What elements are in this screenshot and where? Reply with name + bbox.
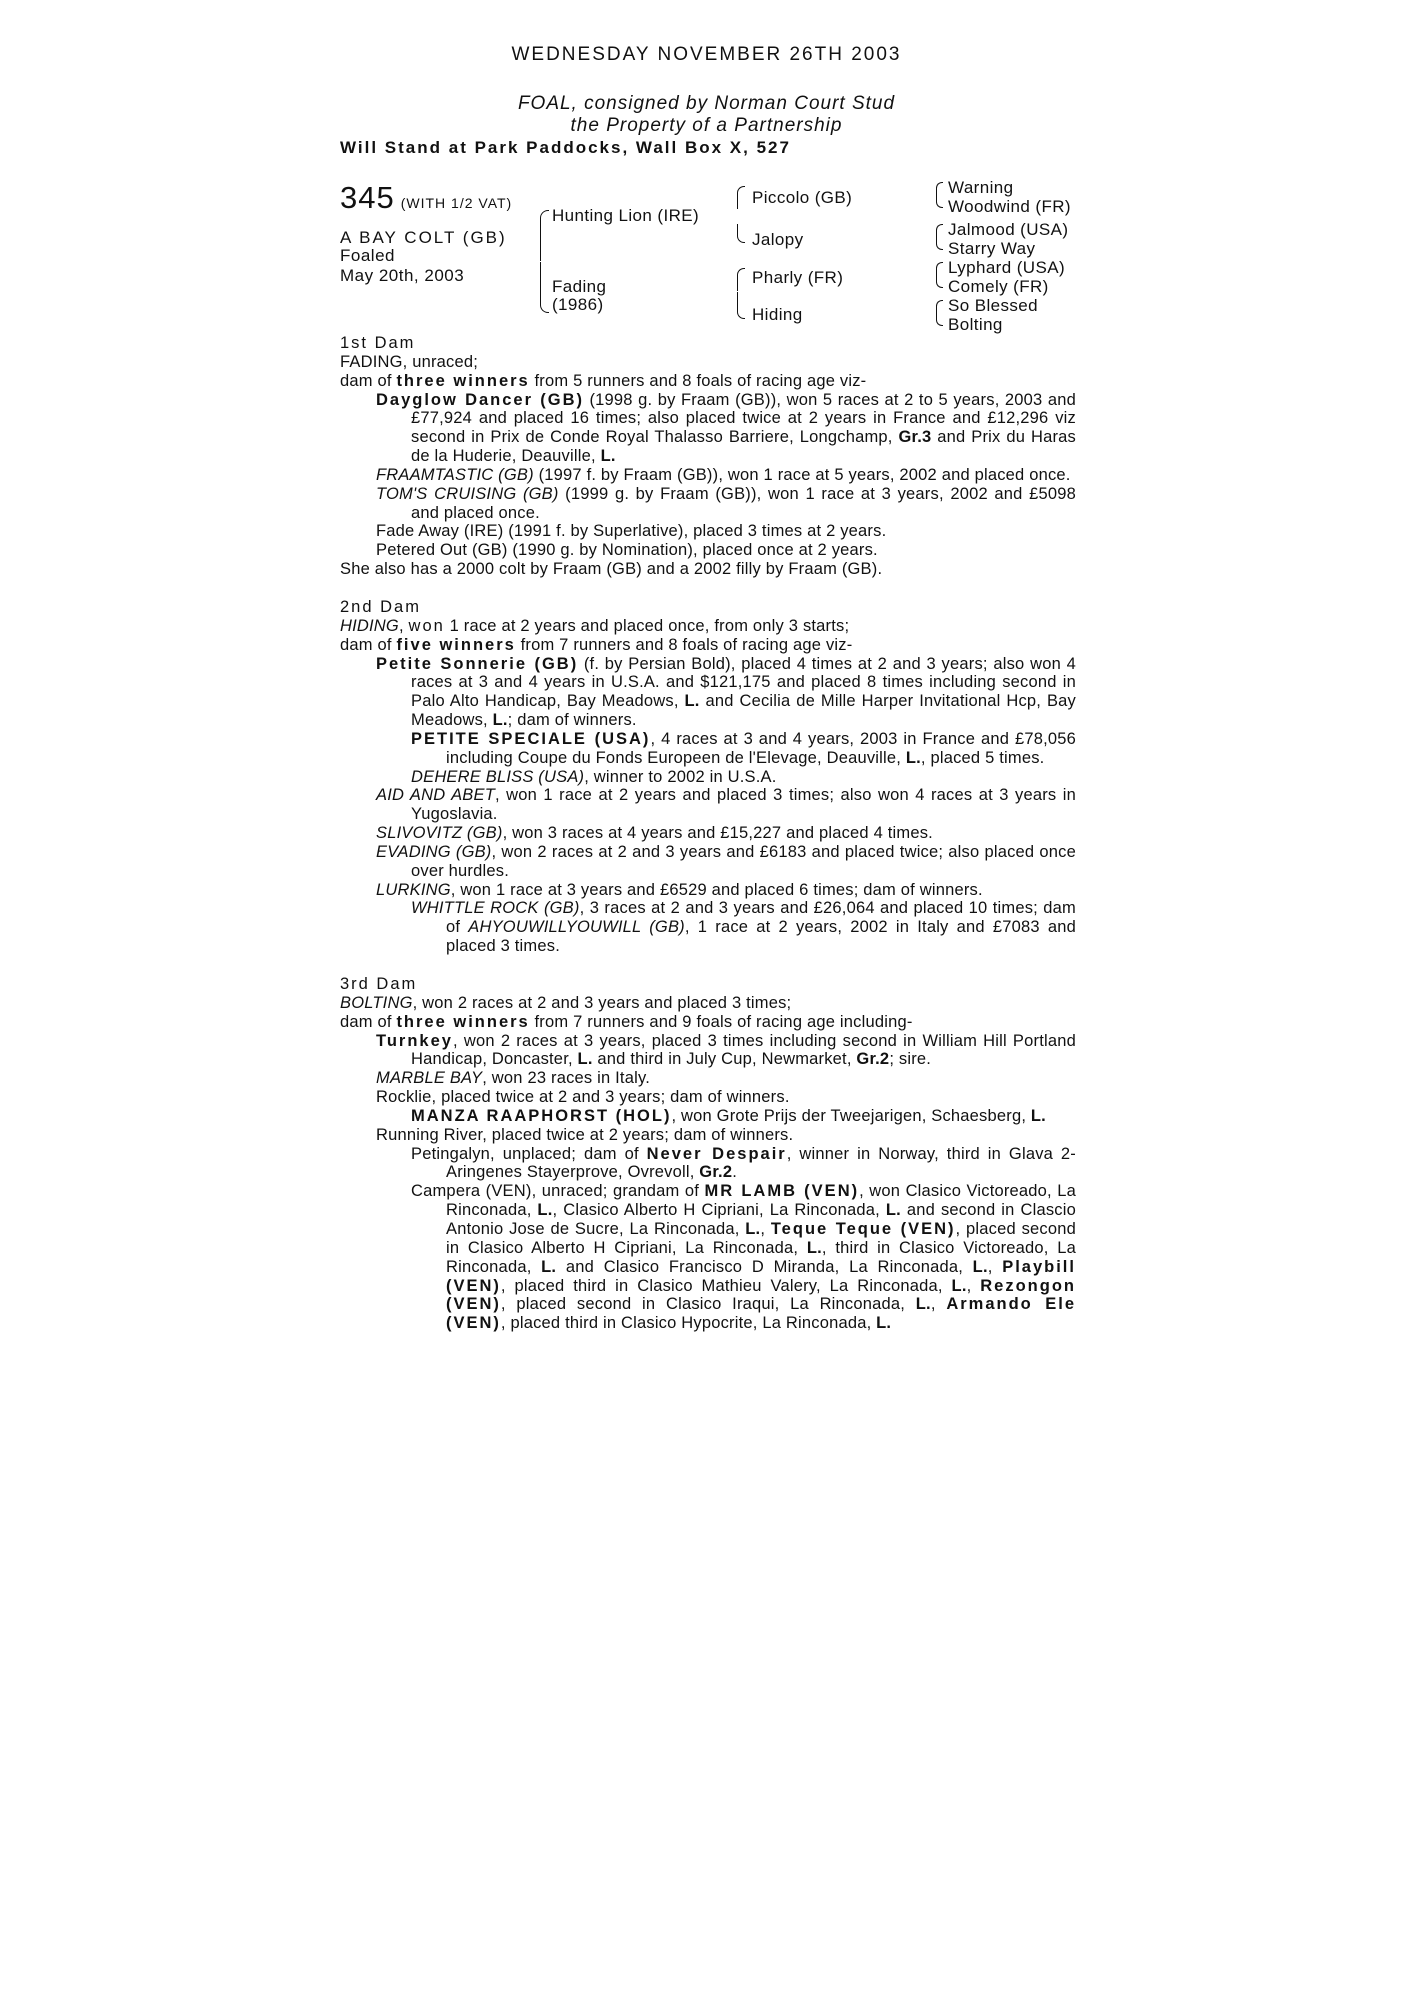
consignor-line: FOAL, consigned by Norman Court Stud [517,93,896,114]
entry-text: , won 2 races at 2 and 3 years and placed 3 times; [412,993,792,1012]
second-dam-summary [340,636,1076,655]
entry-text: , [760,1219,771,1238]
horse-name: EVADING (GB) [376,842,492,861]
race-grade: L. [600,447,616,466]
entry-text: , [966,1276,981,1295]
entry-text: , winner to 2002 in U.S.A. [584,767,777,786]
race-grade: L. [684,692,700,711]
first-dam-heading: 1st Dam [340,334,416,352]
third-dam-line [340,994,1076,1013]
horse-name: SLIVOVITZ (GB) [376,824,503,843]
pedigree-brace-dam-top [737,268,745,291]
horse-name: AHYOUWILLYOUWILL (GB) [468,918,685,937]
third-dam-entry-1 [340,1032,1076,1070]
entry-text: , 4 races at 3 and 4 years, 2003 in France and £78,056 including Coupe du Fonds Europeen de l'Elevage, Deauville, [446,729,1076,767]
entry-text: , third in Clasico Victoreado, La Rinconada, [446,1238,1076,1276]
lot-number: 345 [340,180,395,215]
second-dam-heading: 2nd Dam [340,597,421,616]
section-gap [340,579,1076,598]
pedigree-sire-dam: Jalopy [752,230,804,249]
entry-text: , winner in Norway, third in Glava 2-Aringenes Stayerprove, Ovrevoll, [446,1144,1076,1182]
entry-text: (1997 f. by Fraam (GB)), won 1 race at 5 years, 2002 and placed once. [533,465,1071,484]
horse-name: Rezongon (VEN) [446,1276,1076,1314]
entry-text: (f. by Persian Bold), placed 4 times at 2 and 3 years; also won 4 races at 3 and 4 years in U.S.A. and $121,175 and placed 8 times including second in Palo Alto Handicap, Bay Meadows, [411,654,1076,711]
second-dam-entry-3 [340,768,1076,787]
race-grade: L. [951,1276,967,1295]
race-grade: L. [876,1314,892,1333]
vat-note: (WITH 1/2 VAT) [400,195,513,211]
summary-text: dam of [340,635,397,654]
summary-winners: three winners [396,371,530,390]
horse-name: FRAAMTASTIC (GB) [376,465,534,484]
third-dam-heading: 3rd Dam [340,975,418,993]
third-dam-entry-6 [340,1145,1076,1183]
entry-text: and second in Clascio Antonio Jose de Sucre, La Rinconada, [446,1201,1076,1238]
pedigree-sire: Hunting Lion (IRE) [552,206,700,225]
pedigree-g2: Woodwind (FR) [948,197,1071,216]
foaled-date: May 20th, 2003 [340,266,465,285]
horse-name: Turnkey [376,1031,453,1050]
first-dam-entry-1 [340,391,1076,466]
third-dam-entry-3: Rocklie, placed twice at 2 and 3 years; dam of winners. [376,1088,790,1107]
first-dam-summary [340,372,1076,391]
horse-name: Dayglow Dancer (GB) [376,390,585,409]
pedigree-dam-sire: Pharly (FR) [752,268,844,287]
horse-name: MANZA RAAPHORST (HOL) [411,1106,672,1125]
horse-name: Petite Sonnerie (GB) [376,654,579,673]
race-grade: L. [541,1257,557,1276]
entry-text: , won Grote Prijs der Tweejarigen, Schaesberg, [671,1106,1031,1125]
race-grade: Gr.3 [898,428,932,447]
entry-text: , placed second in Clasico Alberto H Cipriani, La Rinconada, [446,1219,1076,1257]
entry-text: (1998 g. by Fraam (GB)), won 5 races at 2 to 5 years, 2003 and £77,924 and placed 16 times; also placed twice at 2 years in France and £12,296 viz second in Prix de Conde Royal Thalasso Barriere, Longchamp, [411,390,1076,447]
third-dam-entry-2 [340,1069,1076,1088]
pedigree-brace-g2 [936,224,943,250]
entry-text: , Clasico Alberto H Cipriani, La Rinconada, [552,1201,886,1220]
summary-text: dam of [340,1012,397,1031]
foaled-label: Foaled [340,246,395,265]
foaled-block [340,246,464,286]
third-dam-entry-5: Running River, placed twice at 2 years; dam of winners. [376,1125,794,1144]
second-dam-entry-7 [340,881,1076,900]
entry-text: Petingalyn, unplaced; dam of [411,1144,647,1163]
horse-name: Never Despair [646,1144,787,1163]
horse-name: BOLTING [340,993,413,1012]
race-grade: L. [492,711,508,730]
pedigree-g5: Lyphard (USA) [948,258,1066,277]
second-dam-entry-1 [340,655,1076,730]
entry-text: , placed second in Clasico Iraqui, La Rinconada, [500,1295,916,1314]
pedigree-brace-main-bottom [540,262,549,313]
race-grade: Gr.2 [856,1050,890,1069]
second-dam-entry-6 [340,843,1076,881]
second-dam-entry-5 [340,824,1076,843]
race-grade: L. [806,1238,822,1257]
entry-text: 1 race at 2 years and placed once, from only 3 starts; [444,616,850,635]
race-grade: L. [972,1257,988,1276]
entry-text: , won Clasico Victoreado, La Rinconada, [446,1182,1076,1220]
entry-text: , won 2 races at 3 years, placed 3 times including second in William Hill Portland Handicap, Doncaster, [411,1031,1076,1069]
race-grade: L. [537,1201,553,1220]
race-grade: L. [915,1295,931,1314]
first-dam-note: She also has a 2000 colt by Fraam (GB) and a 2002 filly by Fraam (GB). [340,560,883,579]
first-dam-entry-2 [340,466,1076,485]
produce-record [340,334,1076,1333]
horse-name: Teque Teque (VEN) [770,1219,956,1238]
horse-name: Playbill (VEN) [446,1257,1076,1295]
race-grade: Gr.2 [699,1163,733,1182]
pedigree-sire-sire: Piccolo (GB) [752,188,853,207]
summary-text: from 7 runners and 8 foals of racing age viz- [515,635,853,654]
third-dam-entry-7 [340,1182,1076,1333]
pedigree-dam-year: (1986) [552,295,604,314]
pedigree-g3: Jalmood (USA) [948,220,1069,239]
pedigree-brace-g4 [936,300,943,326]
horse-name: LURKING [376,880,451,899]
horse-name: WHITTLE ROCK (GB) [411,899,580,918]
entry-text: , placed third in Clasico Mathieu Valery, La Rinconada, [500,1276,952,1295]
summary-winners: three winners [396,1012,530,1031]
entry-text: ; sire. [889,1050,932,1069]
summary-text: from 7 runners and 9 foals of racing age including- [529,1012,913,1031]
horse-name: AID AND ABET [376,786,495,805]
entry-text: won [408,616,445,635]
lot-number-block [340,180,512,216]
entry-text: , won 2 races at 2 and 3 years and £6183 and placed twice; also placed once over hurdles. [411,842,1076,880]
sale-date: WEDNESDAY NOVEMBER 26TH 2003 [511,44,902,65]
entry-text: (1999 g. by Fraam (GB)), won 1 race at 3 years, 2002 and £5098 and placed once. [411,484,1076,522]
pedigree-g6: Comely (FR) [948,277,1049,296]
entry-text: , [930,1295,947,1314]
entry-text: , won 23 races in Italy. [482,1069,650,1088]
pedigree-brace-g1 [936,182,943,208]
entry-text: and Clasico Francisco D Miranda, La Rinconada, [556,1257,973,1276]
pedigree-brace-g3 [936,262,943,288]
horse-name: DEHERE BLISS (USA) [411,767,585,786]
pedigree-g7: So Blessed [948,296,1038,315]
entry-text: . [732,1163,737,1182]
pedigree-brace-main-top [540,210,549,261]
entry-text: , placed third in Clasico Hypocrite, La Rinconada, [500,1314,877,1333]
second-dam-line [340,617,1076,636]
entry-text: , won 3 races at 4 years and £15,227 and placed 4 times. [502,824,933,843]
race-grade: L. [577,1050,593,1069]
lot-description: A BAY COLT (GB) [340,228,507,247]
pedigree-dam: Fading [552,277,607,296]
first-dam-entry-4: Fade Away (IRE) (1991 f. by Superlative), placed 3 times at 2 years. [376,522,887,541]
pedigree-brace-sire-bottom [737,224,745,243]
pedigree-g4: Starry Way [948,239,1036,258]
race-grade: L. [745,1219,761,1238]
first-dam-entry-5: Petered Out (GB) (1990 g. by Nomination), placed once at 2 years. [376,541,878,560]
pedigree-dam-dam: Hiding [752,305,803,324]
entry-text: , [398,616,409,635]
horse-name: HIDING [340,616,399,635]
horse-name: MR LAMB (VEN) [704,1182,860,1201]
second-dam-entry-2 [340,730,1076,768]
entry-text: and third in July Cup, Newmarket, [592,1050,857,1069]
entry-text: , placed 5 times. [920,748,1045,767]
pedigree-brace-dam-bottom [737,292,745,319]
section-gap [340,956,1076,975]
pedigree-g8: Bolting [948,315,1003,334]
pedigree-brace-sire-top [737,186,745,209]
horse-name: TOM'S CRUISING (GB) [376,484,559,503]
entry-text: , won 1 race at 2 years and placed 3 times; also won 4 races at 3 years in Yugoslavia. [411,786,1076,824]
race-grade: L. [1030,1106,1046,1125]
summary-text: from 5 runners and 8 foals of racing age viz- [529,371,867,390]
entry-text: , won 1 race at 3 years and £6529 and placed 6 times; dam of winners. [450,880,983,899]
third-dam-entry-4 [340,1107,1076,1126]
second-dam-entry-4 [340,786,1076,824]
summary-winners: five winners [396,635,516,654]
entry-text: and Cecilia de Mille Harper Invitational Hcp, Bay Meadows, [411,692,1076,730]
race-grade: L. [905,748,921,767]
summary-text: dam of [340,371,397,390]
entry-text: , 3 races at 2 and 3 years and £26,064 and placed 10 times; dam of [446,899,1076,937]
property-line: the Property of a Partnership [570,115,843,136]
entry-text: , 1 race at 2 years, 2002 in Italy and £7083 and placed 3 times. [446,918,1076,956]
horse-name: PETITE SPECIALE (USA) [411,729,651,748]
entry-text: and Prix du Haras de la Huderie, Deauville, [411,428,1076,466]
entry-text: ; dam of winners. [507,711,637,730]
horse-name: MARBLE BAY [376,1069,483,1088]
horse-name: Armando Ele (VEN) [446,1295,1076,1333]
pedigree-g1: Warning [948,178,1014,197]
stand-location: Will Stand at Park Paddocks, Wall Box X, 527 [340,138,791,157]
first-dam-line: FADING, unraced; [340,352,479,371]
third-dam-summary [340,1013,1076,1032]
race-grade: L. [885,1201,901,1220]
first-dam-entry-3 [340,485,1076,523]
entry-text: Campera (VEN), unraced; grandam of [411,1182,705,1201]
second-dam-entry-8 [340,899,1076,956]
entry-text: , [987,1257,1003,1276]
